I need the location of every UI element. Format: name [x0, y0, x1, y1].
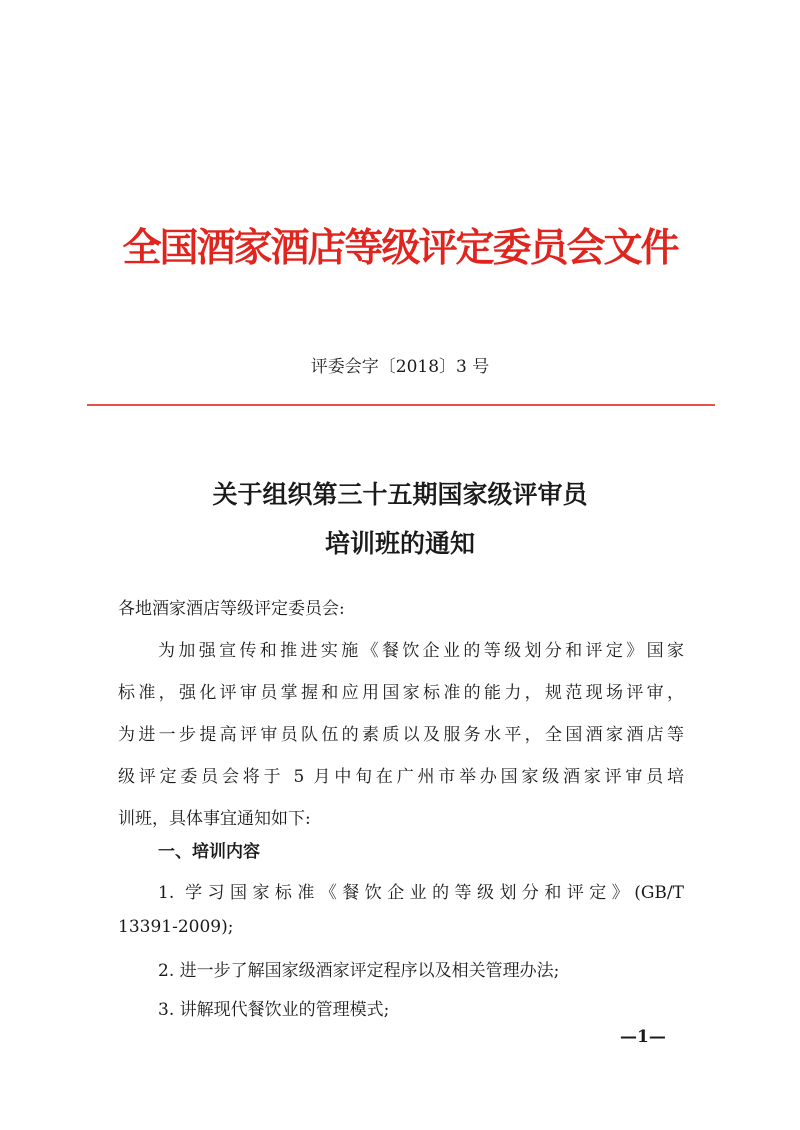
list-item-1-line-2: 13391-2009);	[118, 917, 234, 937]
notice-title-line-1: 关于组织第三十五期国家级评审员	[212, 480, 588, 509]
paragraph-line-2: 标准，强化评审员掌握和应用国家标准的能力，规范现场评审，	[118, 683, 684, 703]
paragraph-line-5: 训班，具体事宜通知如下:	[118, 809, 311, 829]
paragraph-line-4: 级评定委员会将于 5 月中旬在广州市举办国家级酒家评审员培	[118, 767, 684, 787]
salutation: 各地酒家酒店等级评定委员会:	[118, 599, 345, 619]
list-item-2: 2. 进一步了解国家级酒家评定程序以及相关管理办法;	[158, 961, 560, 981]
section-heading-training-content: 一、培训内容	[158, 842, 260, 862]
notice-title-line-2: 培训班的通知	[324, 529, 475, 558]
paragraph-line-3: 为进一步提高评审员队伍的素质以及服务水平，全国酒家酒店等	[118, 725, 684, 745]
list-item-3: 3. 讲解现代餐饮业的管理模式;	[158, 1000, 390, 1020]
list-item-1-line-1: 1. 学习国家标准《餐饮企业的等级划分和评定》(GB/T	[158, 883, 684, 903]
red-divider-line	[87, 404, 715, 406]
document-header-title: 全国酒家酒店等级评定委员会文件	[122, 225, 678, 271]
paragraph-line-1: 为加强宣传和推进实施《餐饮企业的等级划分和评定》国家	[158, 641, 684, 661]
document-number: 评委会字〔2018〕3 号	[310, 357, 490, 377]
page-number: —1—	[620, 1027, 666, 1047]
